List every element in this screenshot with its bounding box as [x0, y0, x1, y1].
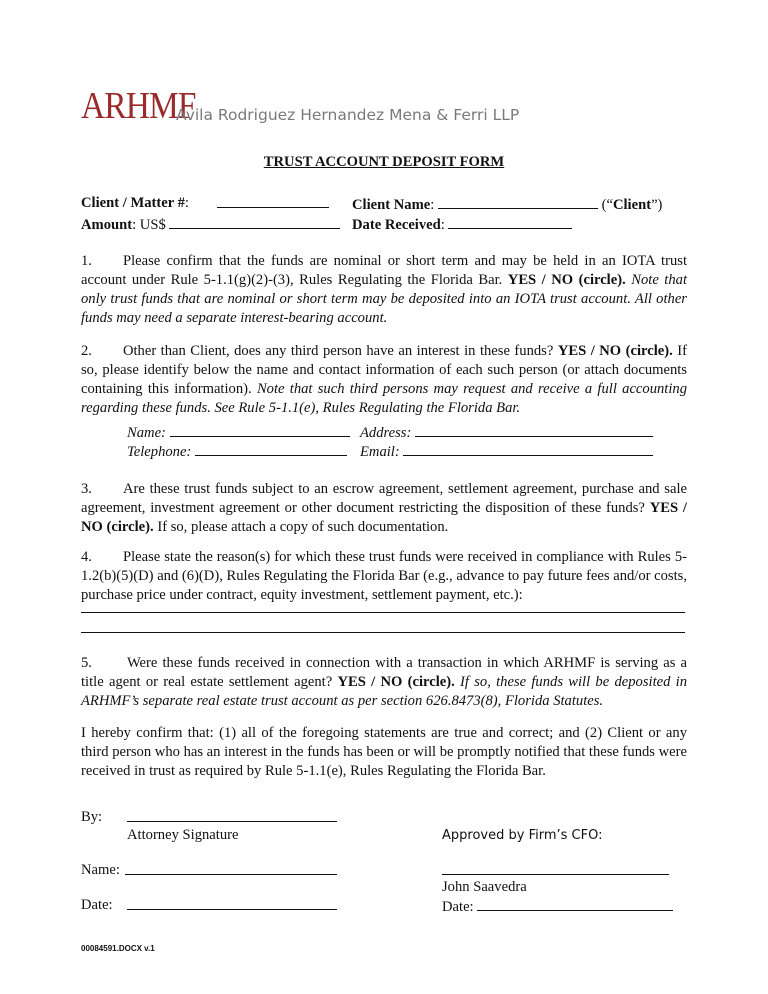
question-1-text: Please confirm that the funds are nominal or short term and may be held in an IOTA trust account under Rule 5-1.1(g)(2)-(3), Rules Regulating the Florida Bar. [81, 253, 687, 288]
question-4 [81, 548, 687, 605]
cfo-approval-label: Approved by Firm’s CFO: [442, 828, 603, 843]
third-party-address-input[interactable] [415, 422, 653, 437]
question-3 [81, 480, 687, 537]
client-suffix: (“Client”) [601, 197, 663, 213]
third-party-telephone-input[interactable] [195, 441, 347, 456]
question-3-number: 3. [81, 481, 92, 497]
question-1-yes-no[interactable]: YES / NO (circle). [507, 272, 626, 288]
attorney-signature-label: Attorney Signature [127, 827, 239, 843]
question-1-note: Note that only trust funds that are nominal or short term may be deposited into an IOTA trust account. All other funds may need a separate interest-bearing account. [81, 272, 687, 326]
question-4-text: Please state the reason(s) for which these trust funds were received in compliance with Rules 5-1.2(b)(5)(D) and (6)(D), Rules Regulating the Florida Bar (e.g., advance to pay future fees and/or costs, purchase price under contract, equity investment, settlement payment, etc.): [81, 549, 687, 603]
question-2-text: Other than Client, does any third person have an interest in these funds? [122, 343, 554, 359]
question-2-yes-no[interactable]: YES / NO (circle). [557, 343, 673, 359]
cfo-name: John Saavedra [442, 879, 527, 895]
third-party-email-label: Email: [360, 444, 400, 460]
question-5-yes-no[interactable]: YES / NO (circle). [337, 674, 455, 690]
document-id: 00084591.DOCX v.1 [81, 944, 155, 953]
date-input[interactable] [127, 895, 337, 910]
amount-label: Amount [81, 217, 133, 233]
question-2-number: 2. [81, 343, 92, 359]
client-matter-label: Client / Matter # [81, 195, 185, 211]
question-2-note: Note that such third persons may request and receive a full accounting regarding these funds. See Rule 5-1.1(e), Rules Regulating the Florida Bar. [81, 381, 688, 416]
firm-logo: ARHMF [81, 85, 196, 127]
question-3-text: Are these trust funds subject to an escrow agreement, settlement agreement, purchase and sale agreement, investment agreement or other document restricting the disposition of these funds? [81, 481, 687, 516]
cfo-signature-line[interactable] [442, 860, 669, 875]
date-received-colon: : [440, 217, 445, 233]
client-name-colon: : [430, 197, 435, 213]
question-3-yes-no[interactable]: YES / NO (circle). [81, 500, 687, 535]
client-name-input[interactable] [438, 194, 598, 209]
name-label: Name: [81, 862, 120, 878]
third-party-telephone-label: Telephone: [127, 444, 192, 460]
question-3-instructions: If so, please attach a copy of such documentation. [157, 519, 449, 535]
third-party-name-row [127, 422, 350, 443]
third-party-address-label: Address: [360, 425, 412, 441]
third-party-name-input[interactable] [170, 422, 350, 437]
date-received-field [352, 214, 572, 235]
question-2 [81, 342, 687, 418]
cfo-date-input[interactable] [477, 896, 673, 911]
date-label: Date: [81, 897, 113, 913]
question-5-note: If so, these funds will be deposited in ARHMF’s separate real estate trust account as per section 626.8473(8), Florida Statutes. [81, 674, 688, 709]
date-received-input[interactable] [448, 214, 572, 229]
question-4-number: 4. [81, 549, 92, 565]
client-name-label: Client Name [352, 197, 431, 213]
third-party-name-label: Name: [127, 425, 166, 441]
third-party-telephone-row [127, 441, 347, 462]
client-name-field [352, 194, 662, 215]
question-1 [81, 252, 687, 328]
confirmation-statement: I hereby confirm that: (1) all of the foregoing statements are true and correct; and (2) Client or any third person who has an interest in the funds has been or will be promptly notified that these funds were received in trust as required by Rule 5-1.1(e), Rules Regulating the Florida Bar. [81, 725, 687, 779]
client-matter-field [81, 194, 189, 213]
firm-name: Avila Rodriguez Hernandez Mena & Ferri LLP [176, 106, 520, 124]
cfo-date-label: Date: [442, 899, 474, 915]
question-5-text: Were these funds received in connection with a transaction in which ARHMF is serving as a title agent or real estate settlement agent? [81, 655, 687, 690]
cfo-date-row [442, 896, 673, 917]
amount-field [81, 214, 340, 235]
question-1-number: 1. [81, 253, 92, 269]
question-5 [81, 654, 687, 711]
form-title: TRUST ACCOUNT DEPOSIT FORM [263, 154, 505, 170]
amount-currency: : US$ [132, 217, 166, 233]
third-party-email-row [360, 441, 653, 462]
date-received-label: Date Received [352, 217, 441, 233]
by-label: By: [81, 809, 103, 825]
client-matter-input[interactable] [217, 193, 329, 208]
amount-input[interactable] [169, 214, 340, 229]
name-input[interactable] [125, 860, 337, 875]
attorney-signature-line[interactable] [127, 807, 337, 822]
reason-line-2[interactable] [81, 632, 685, 633]
reason-line-1[interactable] [81, 612, 685, 613]
third-party-email-input[interactable] [403, 441, 653, 456]
third-party-address-row [360, 422, 653, 443]
question-2-instructions: If so, please identify below the name and contact information of each such person (or attach documents containing this information). [81, 343, 687, 397]
client-matter-colon: : [184, 195, 189, 211]
question-5-number: 5. [81, 655, 92, 671]
